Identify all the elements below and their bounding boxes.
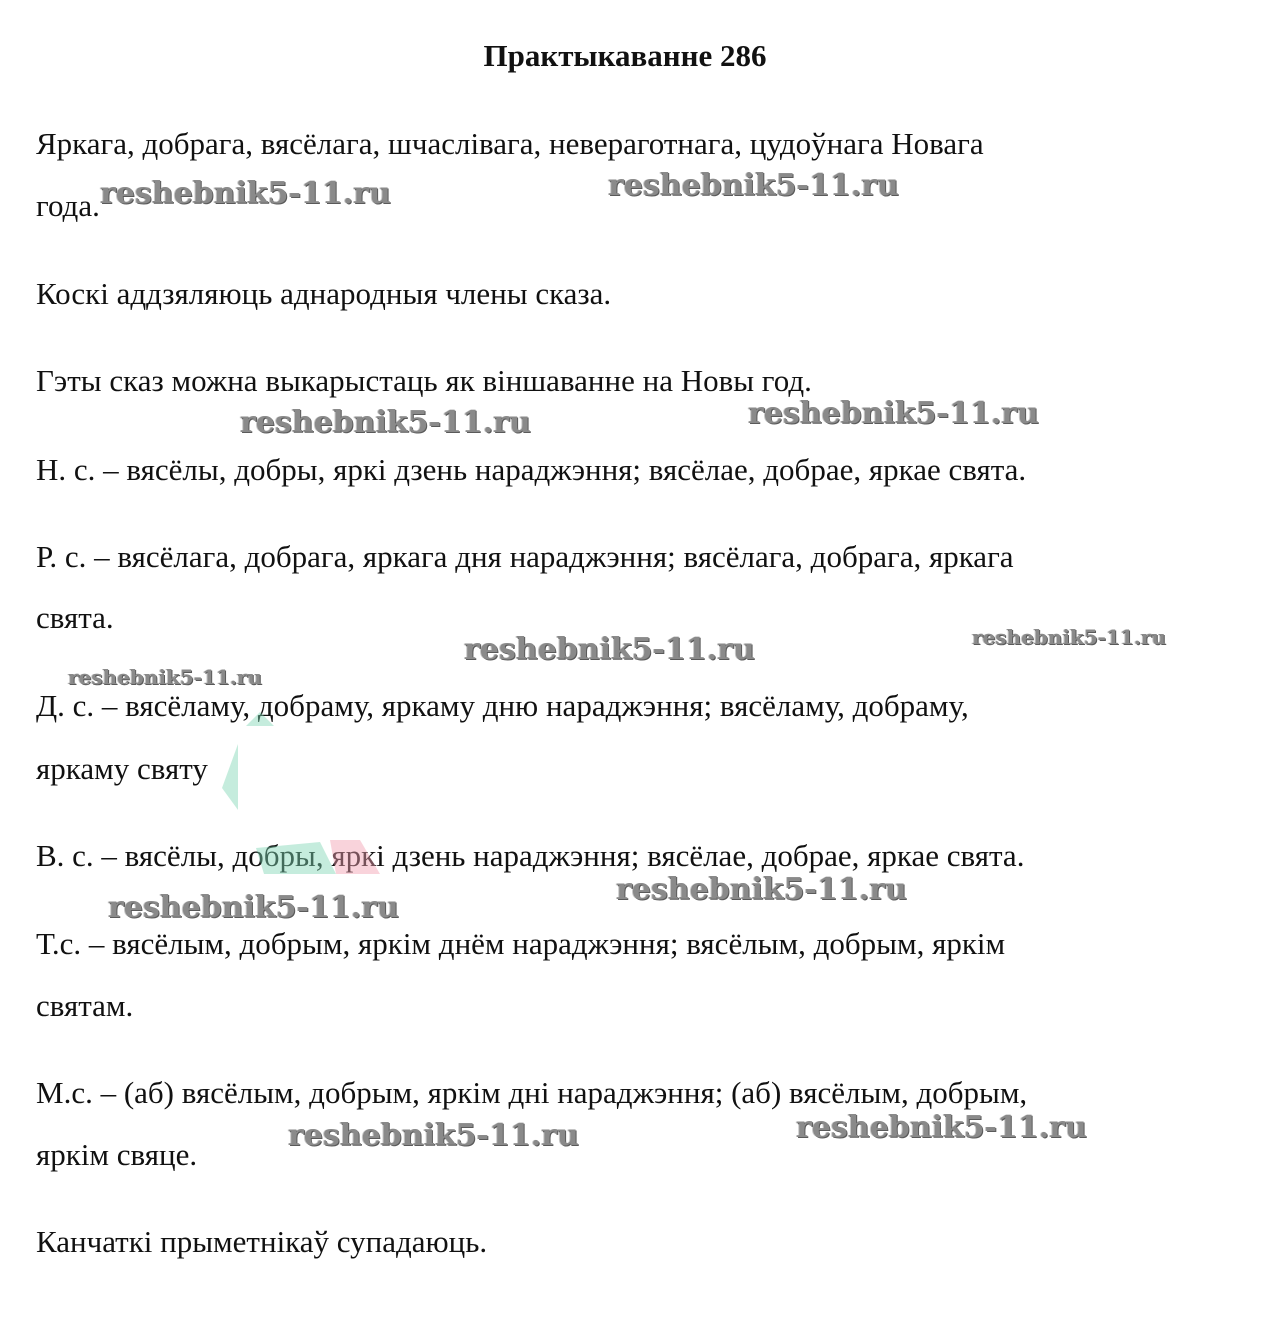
watermark: reshebnik5-11.ru: [108, 890, 399, 925]
text-line: года.: [36, 188, 100, 223]
text-line: В. с. – вясёлы, добры, яркі дзень нараджэння; вясёлае, добрае, яркае свята.: [36, 838, 1025, 873]
watermark: reshebnik5-11.ru: [288, 1118, 579, 1153]
page-title: Практыкаванне 286: [483, 38, 767, 73]
text-line: Яркага, добрага, вясёлага, шчаслівага, невераготнага, цудоўнага Новага: [36, 126, 984, 161]
text-line: свята.: [36, 600, 114, 635]
text-line: Р. с. – вясёлага, добрага, яркага дня нараджэння; вясёлага, добрага, яркага: [36, 539, 1014, 574]
green-triangle-mark: [222, 744, 242, 810]
watermark: reshebnik5-11.ru: [240, 405, 531, 440]
green-highlight-mark: [256, 842, 336, 874]
text-line: Д. с. – вясёламу, добраму, яркаму дню нараджэння; вясёламу, добраму,: [36, 688, 969, 723]
pink-highlight-mark: [330, 840, 380, 874]
watermark: reshebnik5-11.ru: [68, 665, 262, 689]
text-line: святам.: [36, 988, 134, 1023]
text-line: Канчаткі прыметнікаў супадаюць.: [36, 1224, 488, 1259]
green-triangle-mark: [246, 712, 274, 726]
watermark: reshebnik5-11.ru: [796, 1110, 1087, 1145]
text-line: яркім свяце.: [36, 1137, 198, 1172]
text-line: Гэты сказ можна выкарыстаць як віншаванне на Новы год.: [36, 363, 812, 398]
watermark: reshebnik5-11.ru: [972, 625, 1166, 649]
watermark: reshebnik5-11.ru: [748, 396, 1039, 431]
watermark: reshebnik5-11.ru: [608, 168, 899, 203]
text-line: Т.с. – вясёлым, добрым, яркім днём нараджэння; вясёлым, добрым, яркім: [36, 926, 1006, 961]
watermark: reshebnik5-11.ru: [464, 632, 755, 667]
text-line: М.с. – (аб) вясёлым, добрым, яркім дні нараджэння; (аб) вясёлым, добрым,: [36, 1075, 1028, 1110]
text-line: яркаму святу: [36, 751, 208, 786]
text-line: Н. с. – вясёлы, добры, яркі дзень нараджэння; вясёлае, добрае, яркае свята.: [36, 452, 1027, 487]
text-line: Коскі аддзяляюць аднародныя члены сказа.: [36, 276, 612, 311]
watermark: reshebnik5-11.ru: [100, 176, 391, 211]
watermark: reshebnik5-11.ru: [616, 872, 907, 907]
